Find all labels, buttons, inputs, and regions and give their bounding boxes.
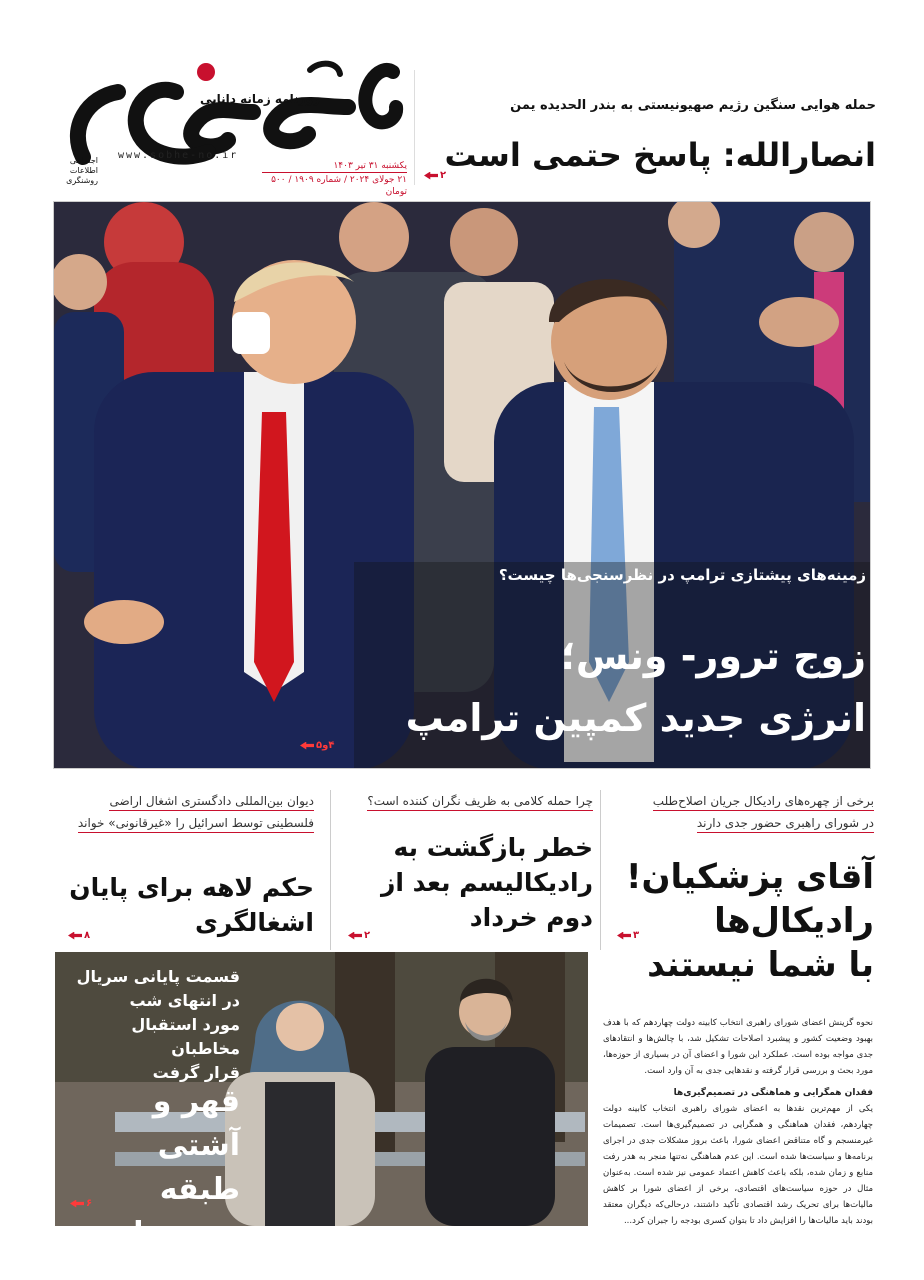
column-left-kicker[interactable] xyxy=(78,790,314,834)
page-ref-number: ۸ xyxy=(84,930,91,941)
page-ref-number: ۲ xyxy=(440,170,447,181)
headline-line: خطر بازگشت به xyxy=(393,833,593,862)
headline-line: با شما نیستند xyxy=(647,945,874,985)
series-photo-page-ref[interactable] xyxy=(70,1198,92,1209)
kicker-line: فلسطینی توسط اسرائیل را «غیرقانونی» خواند xyxy=(78,816,314,833)
hero-title-line1[interactable]: زوج ترور- ونس؛ xyxy=(560,634,866,678)
column-middle-page-ref[interactable] xyxy=(348,930,370,941)
column-right-headline[interactable] xyxy=(626,855,874,987)
hero-kicker[interactable]: زمینه‌های پیشتازی ترامپ در نظرسنجی‌ها چیست؟ xyxy=(498,566,866,584)
masthead-divider xyxy=(414,70,415,185)
arrow-left-icon xyxy=(424,172,438,180)
page-ref-number: ۴و۵ xyxy=(316,740,335,751)
headline-line: دوم خرداد xyxy=(469,903,593,932)
headline-line: حکم لاهه برای پایان xyxy=(69,873,314,902)
headline-line: قهر و آشتی xyxy=(152,1084,240,1163)
series-photo-title[interactable] xyxy=(60,1080,240,1256)
issue-date: یکشنبه ۳۱ تیر ۱۴۰۳ xyxy=(333,161,407,171)
masthead-tagline: روزنامه زمانه دانایی xyxy=(200,92,320,106)
headline-line: طبقه متوسطی xyxy=(101,1172,240,1251)
kicker-line: چرا حمله کلامی به ظریف نگران کننده است؟ xyxy=(367,794,593,811)
motto-item: اجتماعی xyxy=(69,156,98,165)
top-story-title[interactable]: انصارالله: پاسخ حتمی است xyxy=(444,136,876,174)
headline-line: آقای پزشکیان! xyxy=(626,857,874,897)
hero-title-line2[interactable]: انرژی جدید کمپین ترامپ xyxy=(405,696,866,740)
kicker-line: قرار گرفت xyxy=(152,1063,240,1082)
arrow-left-icon xyxy=(300,742,314,750)
kicker-line: در شورای راهبری حضور جدی دارند xyxy=(697,816,874,833)
arrow-left-icon xyxy=(348,932,362,940)
column-left-page-ref[interactable] xyxy=(68,930,90,941)
column-divider xyxy=(330,790,331,950)
top-story-page-ref[interactable] xyxy=(424,170,446,181)
column-divider xyxy=(600,790,601,950)
column-middle-kicker[interactable] xyxy=(367,790,593,812)
kicker-line: قسمت پایانی سریال xyxy=(76,967,240,986)
hero-photo-illustration xyxy=(54,202,871,769)
column-middle-headline[interactable] xyxy=(381,830,593,935)
issue-number: ۲۱ جولای ۲۰۲۴ / شماره ۱۹۰۹ / ۵۰۰ تومان xyxy=(262,172,407,198)
column-right-page-ref[interactable] xyxy=(617,930,639,941)
article-body xyxy=(603,1015,873,1229)
arrow-left-icon xyxy=(68,932,82,940)
page-ref-number: ۳ xyxy=(633,930,640,941)
kicker-line: مورد استقبال مخاطبان xyxy=(131,1015,240,1058)
headline-line: رادیکال‌ها xyxy=(714,901,874,941)
column-middle xyxy=(335,790,593,950)
motto-item: اطلاعات xyxy=(69,166,98,175)
article-paragraph: یکی از مهم‌ترین نقدها به اعضای شورای راهبری انتخاب کابینه دولت چهاردهم، فقدان هماهنگی و همگرایی در تصمیم‌گیری‌ها است. تصمیمات غیرمنسجم و گاه متناقض اعضای شورا، باعث بروز مشکلات جدی در اجرای برنامه‌ها و سیاست‌ها شده است. این عدم هماهنگی نه‌تنها منجر به هدر رفت منابع و زمان شده، بلکه باعث کاهش اعتماد عمومی نیز شده است. به‌عنوان مثال در حوزه سیاست‌های اقتصادی، برخی از اعضای شورا بر کاهش مالیات‌ها برای تحریک رشد اقتصادی تأکید داشتند، درحالی‌که دیگران معتقد بودند باید مالیات‌ها را افزایش داد تا بتوان کسری بودجه را جبران کرد... xyxy=(603,1104,873,1226)
arrow-left-icon xyxy=(70,1200,84,1208)
page-ref-number: ۶ xyxy=(86,1198,93,1209)
headline-line: رادیکالیسم بعد از xyxy=(380,868,593,897)
arrow-left-icon xyxy=(617,932,631,940)
article-paragraph: نحوه گزینش اعضای شورای راهبری انتخاب کابینه دولت چهاردهم که با هدف بهبود وضعیت کشور و پیشبرد اصلاحات تشکیل شد، با چالش‌ها و انتقادهای جدی مواجه بوده است. عملکرد این شورا و اعضای آن در بسیاری از حوزه‌ها، مورد بحث و بررسی قرار گرفته و نقدهایی جدی به آن وارد است. xyxy=(603,1018,873,1076)
kicker-line: برخی از چهره‌های رادیکال جریان اصلاح‌طلب xyxy=(653,794,874,811)
column-right xyxy=(604,790,874,985)
hero-photo[interactable] xyxy=(53,201,871,769)
issue-info xyxy=(262,160,407,198)
masthead-website[interactable]: www.sobhe-no.ir xyxy=(118,150,239,161)
headline-line: اشغالگری xyxy=(194,908,314,937)
kicker-line: دیوان بین‌المللی دادگستری اشغال اراضی xyxy=(109,794,314,811)
kicker-line: در انتهای شب xyxy=(129,991,240,1010)
top-story-kicker[interactable]: حمله هوایی سنگین رژیم صهیونیستی به بندر الحدیده یمن xyxy=(510,98,876,113)
motto-item: روشنگری xyxy=(66,176,98,185)
masthead-motto xyxy=(58,156,98,186)
column-left-headline[interactable] xyxy=(69,870,314,940)
page-ref-number: ۲ xyxy=(364,930,371,941)
series-photo-kicker[interactable] xyxy=(70,965,240,1085)
article-subhead: فقدان همگرایی و هماهنگی در تصمیم‌گیری‌ها xyxy=(673,1088,873,1098)
column-left xyxy=(60,790,322,950)
hero-page-ref[interactable] xyxy=(300,740,334,751)
column-right-kicker[interactable] xyxy=(653,790,874,834)
